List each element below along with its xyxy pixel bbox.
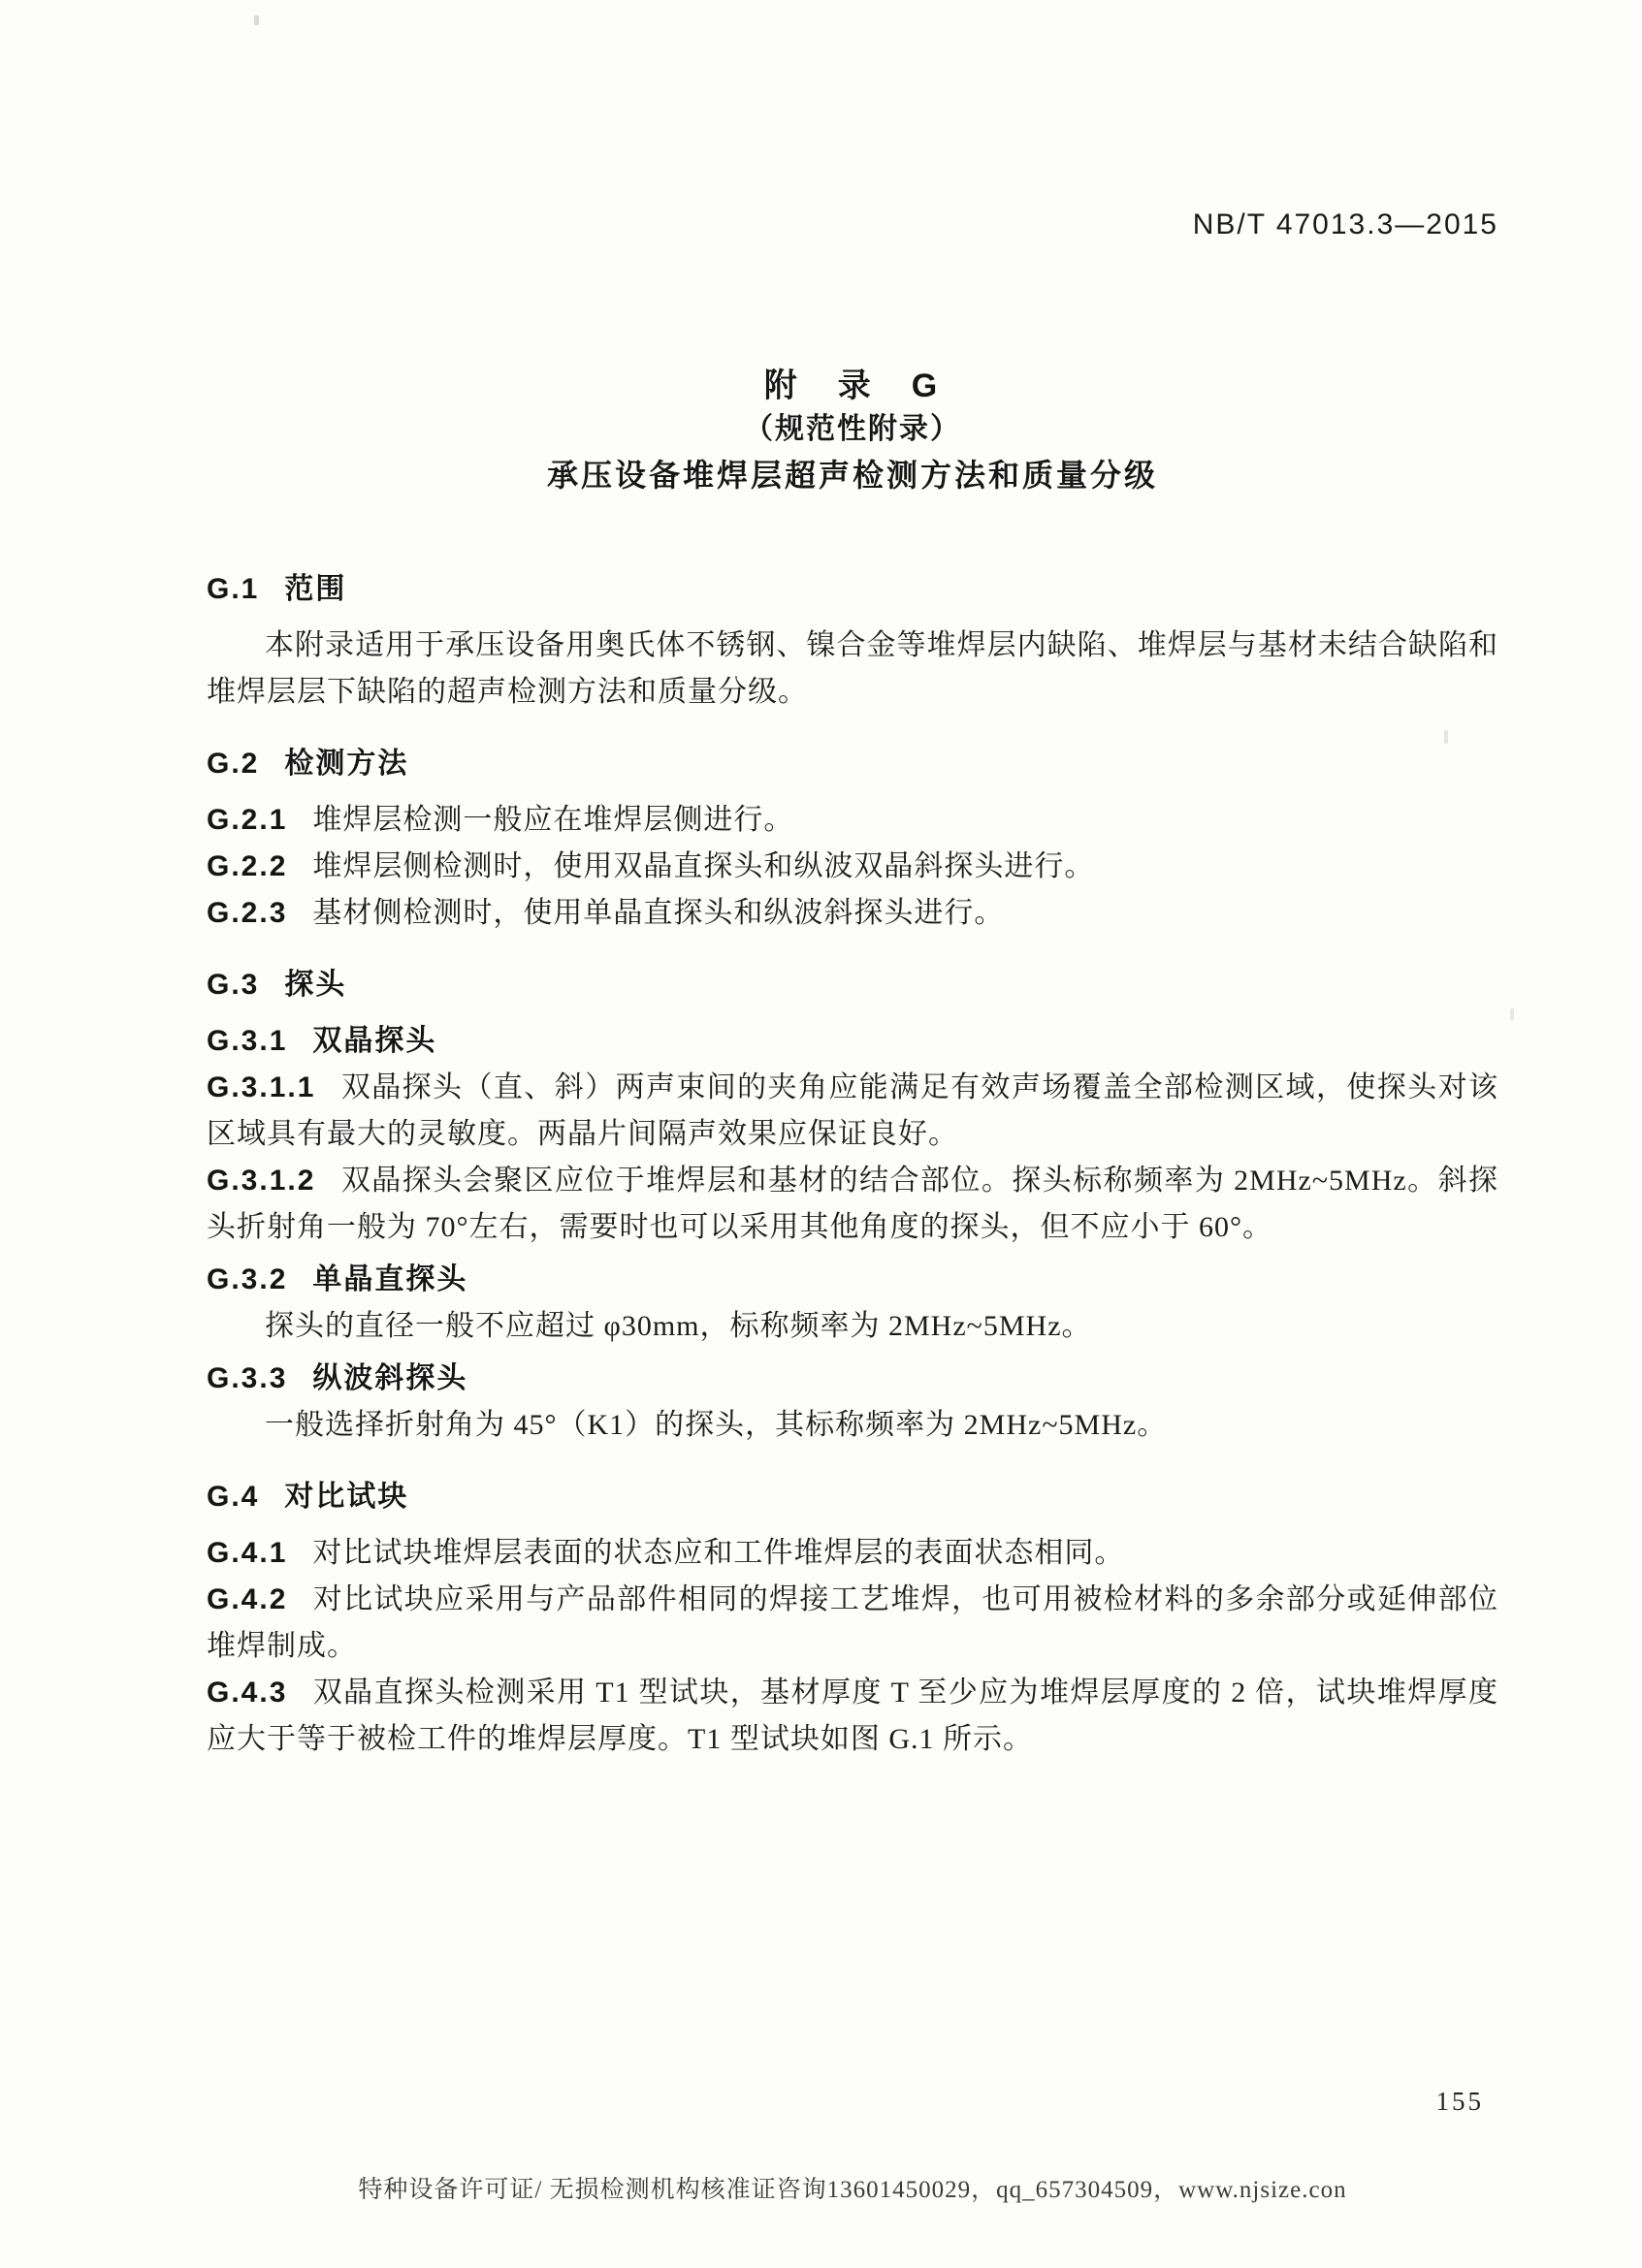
sub-section-heading: [207, 1257, 1498, 1303]
clause-number: G.3.3: [207, 1362, 288, 1394]
appendix-main-title: 承压设备堆焊层超声检测方法和质量分级: [546, 458, 1158, 493]
clause-number: G.3.1.1: [207, 1071, 316, 1103]
section-heading: [207, 1478, 1498, 1517]
clause-number: G.2.3: [207, 897, 288, 929]
footer-watermark-text: 特种设备许可证/ 无损检测机构核准证咨询13601450029，qq_657304509，www.njsize.con: [358, 2177, 1347, 2203]
clause-number: G.4.2: [207, 1583, 288, 1615]
scan-artifact: [1510, 1008, 1514, 1020]
clause-number: G.2: [207, 748, 260, 780]
heading-text: 纵波斜探头: [312, 1362, 468, 1394]
section-heading: [207, 570, 1498, 609]
standard-number: NB/T 47013.3—2015: [1192, 208, 1498, 240]
heading-text: 单晶直探头: [312, 1263, 468, 1295]
heading-text: 探头: [284, 969, 347, 1001]
clause: [207, 844, 1498, 890]
sub-section-heading: [207, 1356, 1498, 1402]
clause-number: G.4.3: [207, 1677, 288, 1709]
clause: [207, 890, 1498, 937]
body-text: 探头的直径一般不应超过 φ30mm，标称频率为 2MHz~5MHz。: [265, 1310, 1092, 1342]
section-heading: [207, 745, 1498, 783]
clause: [207, 1065, 1498, 1158]
clause: [207, 1158, 1498, 1251]
body-text: 双晶探头（直、斜）两声束间的夹角应能满足有效声场覆盖全部检测区域，使探头对该区域具有最大的灵敏度。两晶片间隔声效果应保证良好。: [207, 1071, 1498, 1150]
clause-number: G.2.1: [207, 804, 288, 836]
clause-number: G.2.2: [207, 850, 288, 882]
sub-section-heading: [207, 1018, 1498, 1065]
clause-number: G.3.1.2: [207, 1165, 316, 1197]
appendix-subtitle: （规范性附录）: [744, 413, 961, 445]
page-number: 155: [1435, 2087, 1484, 2116]
clause-number: G.3.1: [207, 1025, 288, 1057]
heading-text: 范围: [284, 573, 347, 605]
appendix-title: 附 录 G: [763, 367, 942, 404]
body-text: 本附录适用于承压设备用奥氏体不锈钢、镍合金等堆焊层内缺陷、堆焊层与基材未结合缺陷和堆焊层层下缺陷的超声检测方法和质量分级。: [207, 629, 1498, 708]
body-text: 堆焊层检测一般应在堆焊层侧进行。: [312, 804, 794, 836]
paragraph: [207, 623, 1498, 716]
clause-number: G.4: [207, 1481, 260, 1513]
paragraph: [207, 1402, 1498, 1449]
heading-text: 对比试块: [284, 1481, 409, 1513]
body-text: 对比试块应采用与产品部件相同的焊接工艺堆焊，也可用被检材料的多余部分或延伸部位堆焊制成。: [207, 1583, 1498, 1662]
body-text: 基材侧检测时，使用单晶直探头和纵波斜探头进行。: [312, 897, 1005, 929]
section-heading: [207, 966, 1498, 1005]
document-body: [207, 570, 1498, 1763]
paragraph: [207, 1303, 1498, 1350]
page-content: [207, 0, 1498, 1763]
clause: [207, 1670, 1498, 1763]
body-text: 双晶直探头检测采用 T1 型试块，基材厚度 T 至少应为堆焊层厚度的 2 倍，试块堆焊厚度应大于等于被检工件的堆焊层厚度。T1 型试块如图 G.1 所示。: [207, 1677, 1498, 1755]
body-text: 对比试块堆焊层表面的状态应和工件堆焊层的表面状态相同。: [312, 1537, 1125, 1569]
body-text: 一般选择折射角为 45°（K1）的探头，其标称频率为 2MHz~5MHz。: [265, 1409, 1168, 1441]
heading-text: 双晶探头: [312, 1025, 437, 1057]
clause: [207, 1577, 1498, 1670]
body-text: 堆焊层侧检测时，使用双晶直探头和纵波双晶斜探头进行。: [312, 850, 1095, 882]
clause-number: G.1: [207, 573, 260, 605]
clause: [207, 797, 1498, 844]
clause: [207, 1530, 1498, 1577]
clause-number: G.3: [207, 969, 260, 1001]
clause-number: G.4.1: [207, 1537, 288, 1569]
heading-text: 检测方法: [284, 748, 409, 780]
clause-number: G.3.2: [207, 1263, 288, 1295]
body-text: 双晶探头会聚区应位于堆焊层和基材的结合部位。探头标称频率为 2MHz~5MHz。斜探头折射角一般为 70°左右，需要时也可以采用其他角度的探头，但不应小于 60°。: [207, 1165, 1498, 1243]
